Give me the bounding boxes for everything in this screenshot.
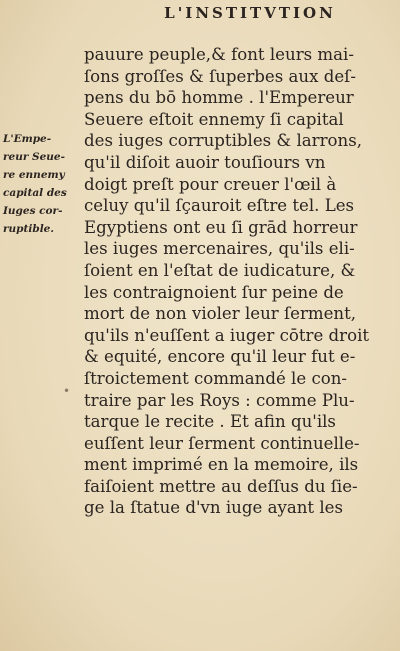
text-line: tarque le recite . Et afin qu'ils [84,412,336,432]
margin-note-line: ruptible. [3,223,55,235]
text-line: ment imprimé en la memoire, ils [84,455,359,475]
margin-note-line: capital des [3,187,67,199]
text-line: celuy qu'il ſçauroit eſtre tel. Les [84,196,355,216]
text-line: doigt preſt pour creuer l'œil à [84,174,337,194]
margin-note-line: reur Seue- [3,151,65,163]
text-line: mort de non violer leur ſerment, [84,304,357,324]
text-line: faiſoient mettre au deſſus du ſie- [84,476,358,496]
text-line: ſoient en l'eſtat de iudicature, & [84,260,356,280]
text-line: Egyptiens ont eu ſi grād horreur [84,217,358,237]
text-line: les contraignoient ſur peine de [84,282,344,302]
margin-dots: • [63,384,71,398]
text-line: traire par les Roys : comme Plu- [84,390,355,410]
text-line: qu'ils n'euſſent a iuger cōtre droit [84,325,370,345]
margin-note [3,130,81,238]
text-line: ſons groſſes & ſuperbes aux deſ- [84,66,356,86]
text-line: les iuges mercenaires, qu'ils eli- [84,239,355,259]
margin-note-line: L'Empe- [3,133,52,145]
margin-note-line: re ennemy [3,169,65,181]
text-line: des iuges corruptibles & larrons, [84,131,363,151]
text-line: Seuere eſtoit ennemy ſi capital [84,109,344,129]
text-line: ſtroictement commandé le con- [84,368,348,388]
text-line: euſſent leur ſerment continuelle- [84,433,360,453]
text-line: & equité, encore qu'il leur fut e- [84,347,356,367]
running-header: L'INSTITVTION [164,4,336,22]
body-text [84,44,384,519]
text-line: qu'il diſoit auoir touſiours vn [84,152,326,172]
margin-note-line: Iuges cor- [3,205,63,217]
text-line: pauure peuple,& font leurs mai- [84,45,354,64]
text-line: pens du bō homme . l'Empereur [84,88,354,108]
text-line: ge la ſtatue d'vn iuge ayant les [84,498,344,518]
